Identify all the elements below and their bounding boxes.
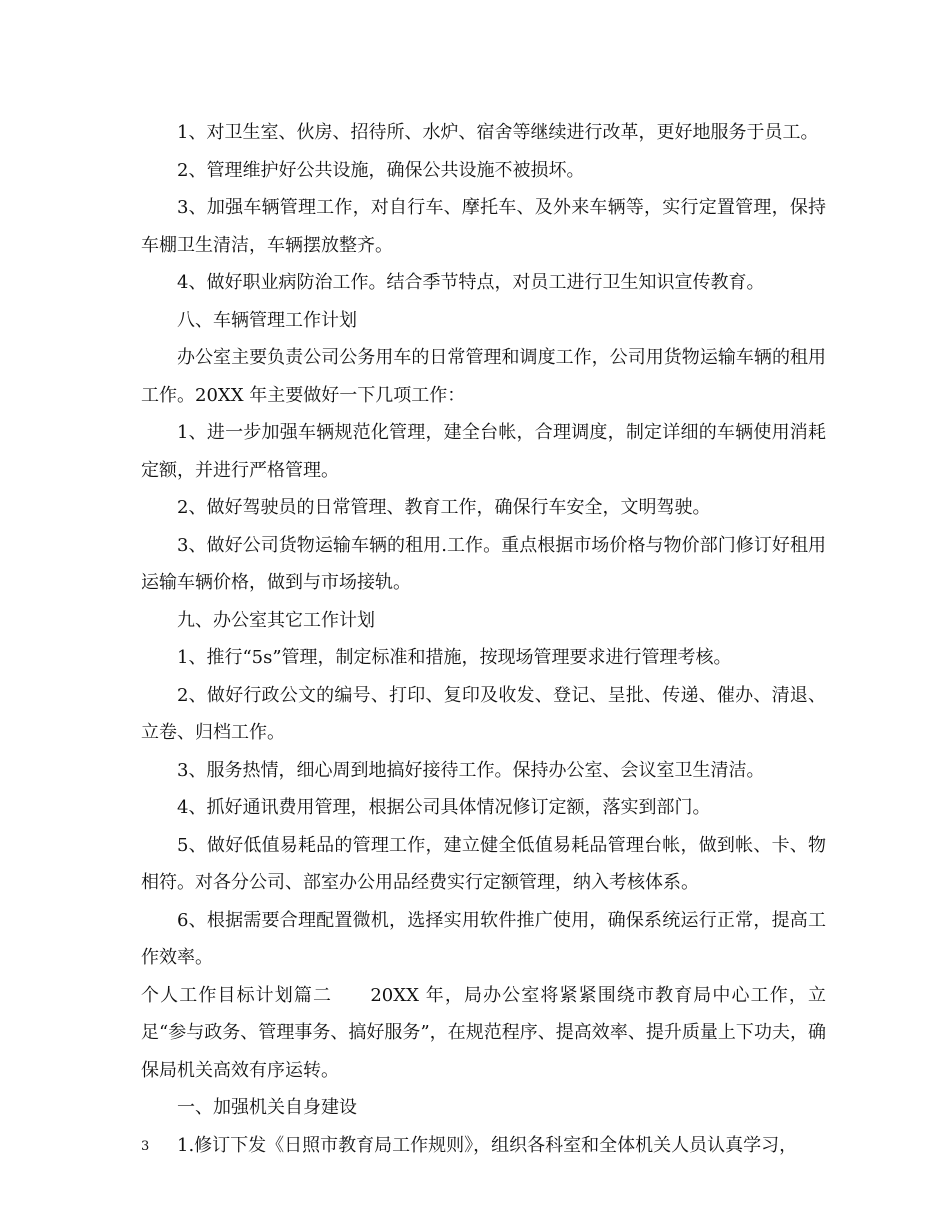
paragraph: 1、对卫生室、伙房、招待所、水炉、宿舍等继续进行改革，更好地服务于员工。	[177, 122, 819, 143]
paragraph: 3、加强车辆管理工作，对自行车、摩托车、及外来车辆等，实行定置管理，保持车棚卫生清洁，车辆摆放整齐。	[141, 197, 826, 256]
paragraph: 5、做好低值易耗品的管理工作，建立健全低值易耗品管理台帐，做到帐、卡、物相符。对各分公司、部室办公用品经费实行定额管理，纳入考核体系。	[141, 834, 826, 893]
paragraph: 3、服务热情，细心周到地搞好接待工作。保持办公室、会议室卫生清洁。	[177, 759, 765, 781]
paragraph: 2、管理维护好公共设施，确保公共设施不被损坏。	[177, 159, 585, 181]
paragraph: 1.修订下发《日照市教育局工作规则》，组织各科室和全体机关人员认真学习，	[177, 1134, 798, 1156]
paragraph: 3、做好公司货物运输车辆的租用.工作。重点根据市场价格与物价部门修订好租用运输车辆价格，做到与市场接轨。	[141, 534, 826, 593]
paragraph: 6、根据需要合理配置微机，选择实用软件推广使用，确保系统运行正常，提高工作效率。	[141, 909, 826, 968]
paragraph: 一、加强机关自身建设	[177, 1097, 357, 1118]
paragraph: 个人工作目标计划篇二 20XX 年，局办公室将紧紧围绕市教育局中心工作，立足“参与政务、管理事务、搞好服务”，在规范程序、提高效率、提升质量上下功夫，确保局机关高效有序运转。	[141, 984, 826, 1081]
paragraph: 4、抓好通讯费用管理，根据公司具体情况修订定额，落实到部门。	[177, 797, 711, 818]
paragraph: 八、车辆管理工作计划	[177, 309, 357, 331]
paragraph: 1、推行“5s”管理，制定标准和措施，按现场管理要求进行管理考核。	[177, 647, 732, 668]
paragraph: 九、办公室其它工作计划	[177, 609, 375, 631]
document-body	[141, 114, 826, 1164]
paragraph: 2、做好驾驶员的日常管理、教育工作，确保行车安全，文明驾驶。	[177, 497, 711, 518]
paragraph: 2、做好行政公文的编号、打印、复印及收发、登记、呈批、传递、催办、清退、立卷、归档工作。	[141, 684, 826, 743]
page-number: 3	[141, 1139, 150, 1154]
paragraph: 办公室主要负责公司公务用车的日常管理和调度工作，公司用货物运输车辆的租用工作。20XX 年主要做好一下几项工作：	[141, 347, 826, 406]
paragraph: 4、做好职业病防治工作。结合季节特点，对员工进行卫生知识宣传教育。	[177, 272, 765, 293]
paragraph: 1、进一步加强车辆规范化管理，建全台帐，合理调度，制定详细的车辆使用消耗定额，并进行严格管理。	[141, 422, 826, 481]
